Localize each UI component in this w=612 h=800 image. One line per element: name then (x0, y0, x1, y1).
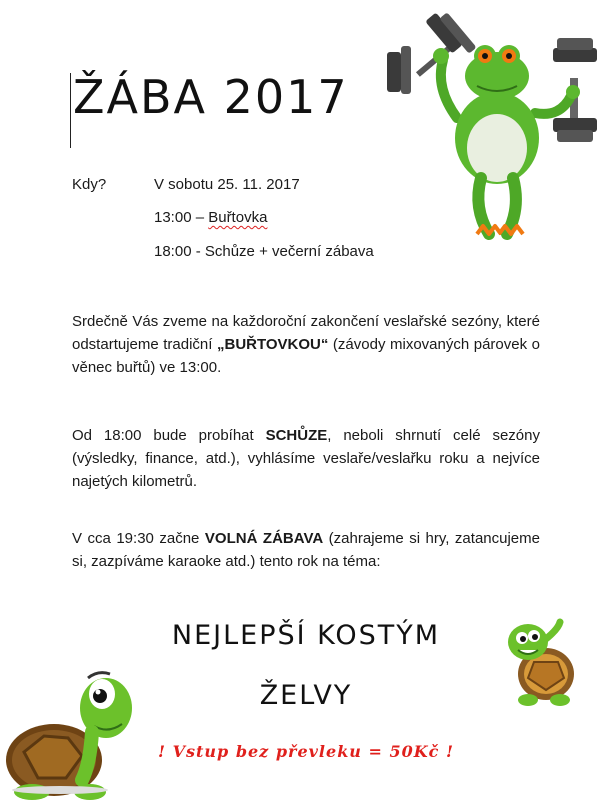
theme-line-2: ŽELVY (259, 680, 353, 711)
paragraph-invitation-bold: „BUŘTOVKOU“ (216, 336, 329, 353)
frog-weightlifter-illustration (385, 8, 612, 248)
schedule-item-1-name: Buřtovka (208, 209, 268, 226)
turtle-large-illustration (2, 660, 138, 800)
paragraph-meeting (72, 424, 540, 493)
entry-fee-note: ! Vstup bez převleku = 50Kč ! (158, 742, 454, 761)
schedule-item-1-time: 13:00 – (154, 209, 209, 226)
paragraph-party-bold: VOLNÁ ZÁBAVA (204, 530, 324, 547)
paragraph-invitation (72, 310, 540, 379)
paragraph-invitation-tail: (závody mixovaných párovek o věnec buřtů) ve 13:00. (72, 336, 540, 376)
turtle-small-illustration (498, 612, 582, 708)
schedule-date: V sobotu 25. 11. 2017 (154, 176, 300, 193)
paragraph-party (72, 527, 540, 573)
paragraph-party-text: V cca 19:30 začne (72, 530, 205, 547)
page-title: ŽÁBA 2017 (73, 70, 349, 124)
paragraph-meeting-bold: SCHŮZE (265, 427, 328, 444)
schedule-date-line (72, 176, 300, 193)
schedule-item-2 (72, 243, 374, 260)
schedule-item-2-text: 18:00 - Schůze + večerní zábava (154, 243, 374, 260)
schedule-label: Kdy? (72, 176, 107, 193)
paragraph-invitation-text: Srdečně Vás zveme na každoroční zakončení veslařské sezóny, které odstartujeme tradiční (72, 313, 540, 353)
theme-line-1: NEJLEPŠÍ KOSTÝM (171, 620, 441, 651)
paragraph-meeting-tail: , neboli shrnutí celé sezóny (výsledky, finance, atd.), vyhlásíme veslaře/veslařku roku a nejvíce najetých kilometrů. (72, 427, 540, 490)
text-cursor (70, 73, 71, 148)
paragraph-meeting-text: Od 18:00 bude probíhat (72, 427, 266, 444)
paragraph-party-tail: (zahrajeme si hry, zatancujeme si, zazpíváme karaoke atd.) tento rok na téma: (72, 530, 540, 570)
schedule-item-1 (72, 209, 267, 226)
